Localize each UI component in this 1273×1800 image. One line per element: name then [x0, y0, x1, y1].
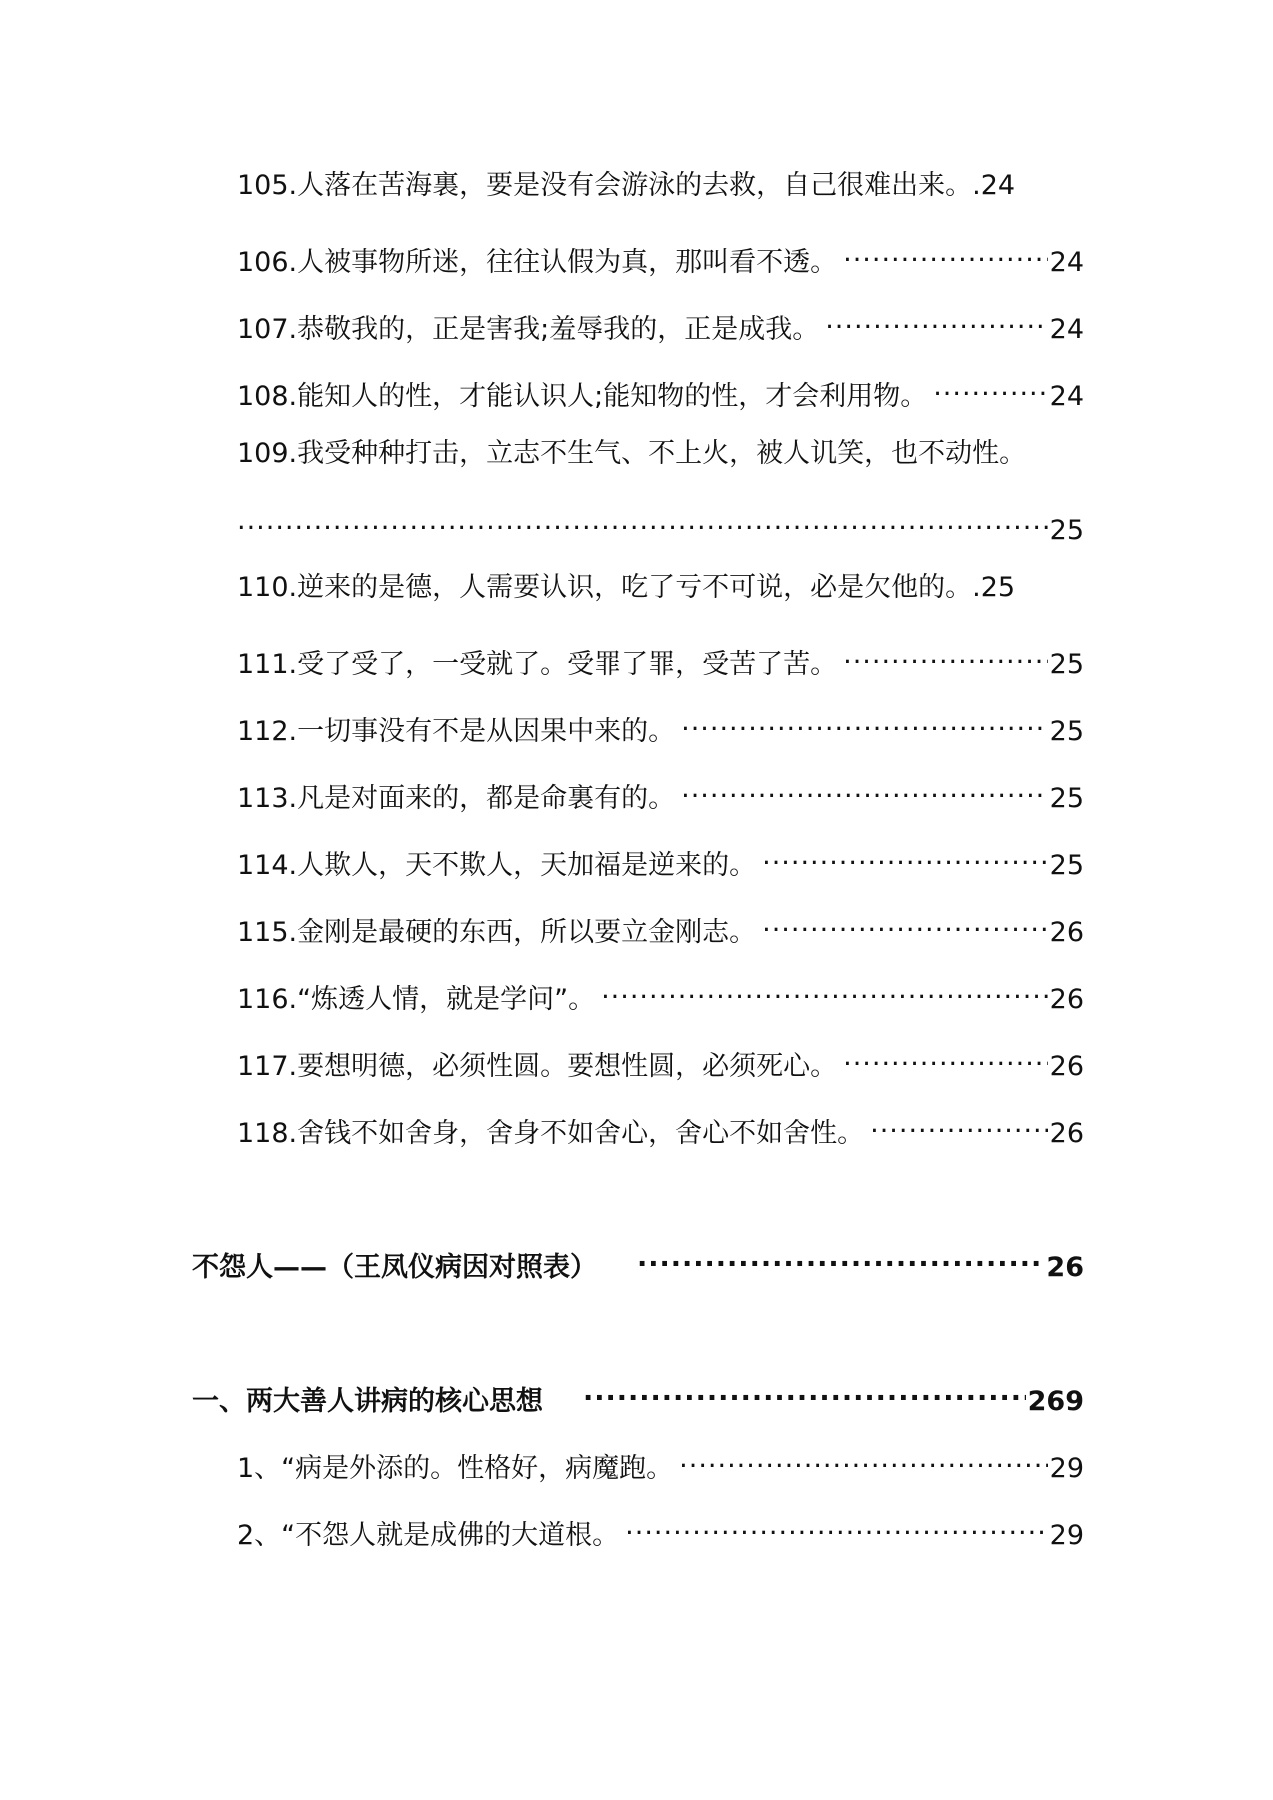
toc-heading-label: 一、两大善人讲病的核心思想	[192, 1386, 543, 1417]
toc-dot-leader	[625, 1508, 1047, 1544]
toc-entry-page: 25	[1049, 716, 1084, 747]
toc-entry-label: 111.受了受了，一受就了。受罪了罪，受苦了苦。	[237, 649, 838, 680]
toc-entry-108	[237, 369, 1084, 412]
toc-entry-109	[237, 503, 1084, 546]
toc-dot-leader	[583, 1374, 1026, 1410]
toc-entry-page: 25	[1049, 783, 1084, 814]
toc-dot-leader	[825, 302, 1047, 338]
toc-entry-page: 26	[1049, 984, 1084, 1015]
toc-entry-page: 25	[1049, 850, 1084, 881]
toc-entry-page: 25	[1049, 515, 1084, 546]
toc-entry-117	[237, 1039, 1084, 1082]
toc-entry-114	[237, 838, 1084, 881]
toc-dot-leader	[681, 771, 1048, 807]
toc-entry-118	[237, 1106, 1084, 1149]
toc-entry-label: 117.要想明德，必须性圆。要想性圆，必须死心。	[237, 1051, 838, 1082]
toc-dot-leader	[762, 905, 1048, 941]
toc-heading-buyuanren	[192, 1240, 1084, 1283]
toc-entry-label: 112.一切事没有不是从因果中来的。	[237, 716, 676, 747]
toc-dot-leader	[843, 1039, 1048, 1075]
toc-entry-label: 106.人被事物所迷，往往认假为真，那叫看不透。	[237, 247, 838, 278]
toc-heading-section-one	[192, 1374, 1084, 1417]
toc-entry-label: 116.“炼透人情，就是学问”。	[237, 984, 596, 1015]
toc-dot-leader	[237, 503, 1048, 539]
toc-entry-label: 115.金刚是最硬的东西，所以要立金刚志。	[237, 917, 757, 948]
toc-entry-page: .24	[972, 170, 1016, 201]
toc-entry-106	[237, 235, 1084, 278]
toc-entry-109-label: 109.我受种种打击，立志不生气、不上火，被人讥笑，也不动性。	[237, 438, 1027, 469]
toc-dot-leader	[933, 369, 1047, 405]
toc-sub-entry-label: 2、“不怨人就是成佛的大道根。	[237, 1520, 620, 1551]
toc-entry-115	[237, 905, 1084, 948]
toc-sub-entry-page: 29	[1049, 1453, 1084, 1484]
toc-entry-page: 24	[1049, 247, 1084, 278]
toc-entry-112	[237, 704, 1084, 747]
toc-sub-entry-1	[237, 1441, 1084, 1484]
toc-entry-111	[237, 637, 1084, 680]
toc-dot-leader	[870, 1106, 1048, 1142]
toc-heading-page: 269	[1027, 1386, 1084, 1417]
toc-entry-label: 108.能知人的性，才能认识人;能知物的性，才会利用物。	[237, 381, 928, 412]
toc-entry-116	[237, 972, 1084, 1015]
toc-dot-leader	[843, 235, 1048, 271]
toc-entry-page: 26	[1049, 917, 1084, 948]
toc-entry-113	[237, 771, 1084, 814]
toc-entry-107	[237, 302, 1084, 345]
toc-entry-label: 110.逆来的是德，人需要认识，吃了亏不可说，必是欠他的。	[237, 572, 973, 603]
toc-entry-label: 114.人欺人，天不欺人，天加福是逆来的。	[237, 850, 757, 881]
toc-entry-105	[237, 168, 1084, 204]
toc-heading-page: 26	[1046, 1252, 1084, 1283]
toc-sub-entry-label: 1、“病是外添的。性格好，病魔跑。	[237, 1453, 674, 1484]
toc-dot-leader	[843, 637, 1048, 673]
toc-entry-page: 24	[1049, 314, 1084, 345]
toc-entry-page: 25	[1049, 649, 1084, 680]
toc-dot-leader	[637, 1240, 1044, 1276]
toc-entry-page: 26	[1049, 1118, 1084, 1149]
toc-entry-label: 118.舍钱不如舍身，舍身不如舍心，舍心不如舍性。	[237, 1118, 865, 1149]
toc-entry-page: 24	[1049, 381, 1084, 412]
toc-sub-entry-page: 29	[1049, 1520, 1084, 1551]
toc-entry-page: 26	[1049, 1051, 1084, 1082]
toc-entry-label: 107.恭敬我的，正是害我;羞辱我的，正是成我。	[237, 314, 820, 345]
toc-heading-label: 不怨人——（王凤仪病因对照表）	[192, 1252, 597, 1283]
toc-entry-110	[237, 570, 1084, 606]
toc-sub-entry-2	[237, 1508, 1084, 1551]
toc-dot-leader	[679, 1441, 1047, 1477]
toc-entry-label: 105.人落在苦海裏，要是没有会游泳的去救，自己很难出来。	[237, 170, 973, 201]
toc-dot-leader	[681, 704, 1048, 740]
toc-dot-leader	[762, 838, 1048, 874]
toc-entry-page: .25	[972, 572, 1016, 603]
toc-dot-leader	[601, 972, 1048, 1008]
toc-entry-label: 113.凡是对面来的，都是命裏有的。	[237, 783, 676, 814]
